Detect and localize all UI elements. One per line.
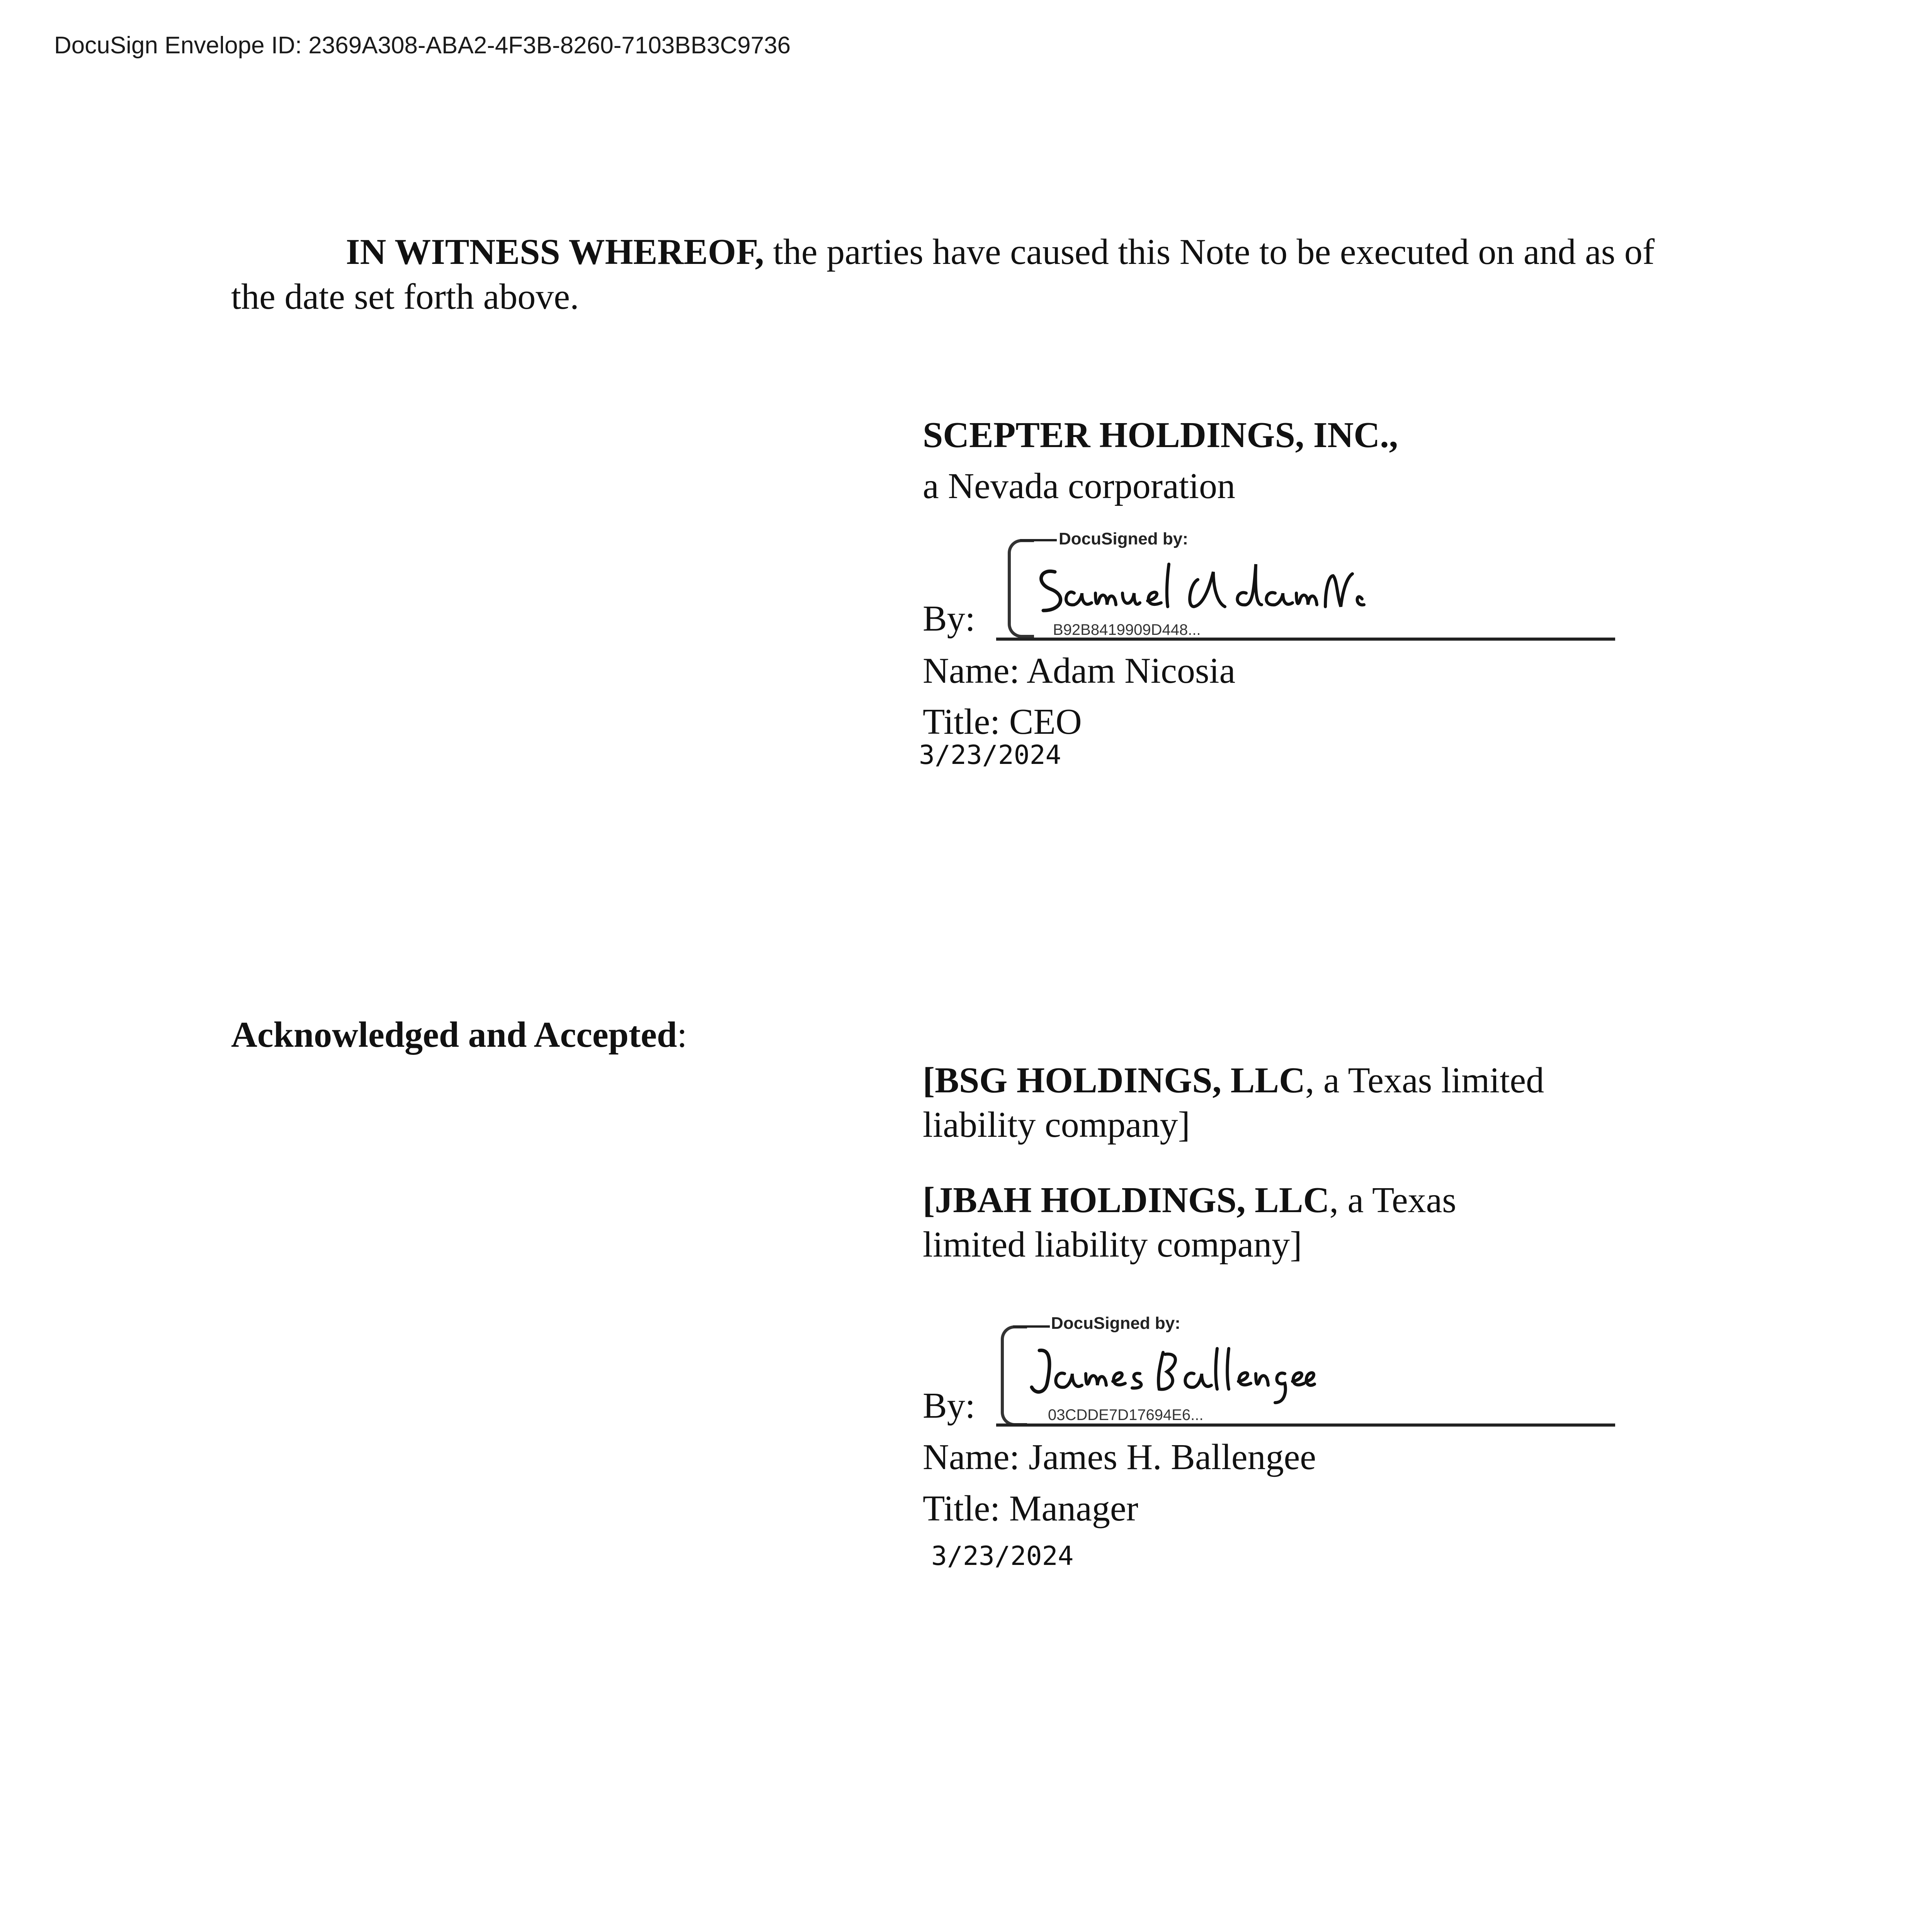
signatory-2-name: Name: James H. Ballengee (923, 1437, 1316, 1477)
signatory-1-name: Name: Adam Nicosia (923, 651, 1236, 691)
signature-2-docusigned-label: DocuSigned by: (1051, 1314, 1180, 1333)
bsg-holdings-line-2: liability company] (923, 1105, 1190, 1145)
acknowledged-label-text: Acknowledged and Accepted (231, 1015, 677, 1055)
bsg-holdings-name: [BSG HOLDINGS, LLC (923, 1060, 1305, 1100)
signature-1-bracket (1008, 539, 1034, 638)
signature-2-bracket (1001, 1325, 1027, 1426)
signature-2-top-rule (1013, 1325, 1050, 1328)
jbah-holdings-line-1 (923, 1179, 1456, 1222)
jbah-holdings-name: [JBAH HOLDINGS, LLC (923, 1180, 1330, 1220)
acknowledged-label (231, 1013, 687, 1057)
signature-1-top-rule (1020, 539, 1057, 541)
signatory-2-by-label: By: (923, 1386, 975, 1426)
witness-line-2: the date set forth above. (231, 277, 579, 317)
signature-1-handwriting (1032, 556, 1379, 622)
signature-1-docusigned-label: DocuSigned by: (1059, 529, 1188, 548)
docusign-envelope-id: DocuSign Envelope ID: 2369A308-ABA2-4F3B-8260-7103BB3C9736 (54, 32, 791, 59)
signatory-1-date: 3/23/2024 (919, 740, 1061, 770)
witness-line-1 (346, 230, 1655, 274)
witness-bold-lead: IN WITNESS WHEREOF, (346, 232, 764, 272)
signatory-2-date: 3/23/2024 (931, 1541, 1074, 1571)
bsg-holdings-line-1 (923, 1059, 1544, 1102)
signatory-2-title: Title: Manager (923, 1488, 1138, 1529)
signatory-1-company-desc: a Nevada corporation (923, 466, 1236, 506)
signatory-2-signature-line (996, 1423, 1615, 1427)
acknowledged-label-colon: : (677, 1015, 687, 1055)
jbah-holdings-line-2: limited liability company] (923, 1225, 1302, 1265)
signature-2-id: 03CDDE7D17694E6... (1048, 1406, 1204, 1423)
witness-line-1-rest: the parties have caused this Note to be executed on and as of (764, 232, 1655, 272)
jbah-holdings-desc: , a Texas (1329, 1180, 1456, 1220)
signature-1-id: B92B8419909D448... (1053, 621, 1201, 638)
bsg-holdings-desc: , a Texas limited (1305, 1060, 1544, 1100)
signatory-1-title: Title: CEO (923, 702, 1082, 742)
signature-2-handwriting (1024, 1341, 1318, 1406)
signatory-1-by-label: By: (923, 599, 975, 639)
signatory-1-company: SCEPTER HOLDINGS, INC., (923, 415, 1398, 455)
